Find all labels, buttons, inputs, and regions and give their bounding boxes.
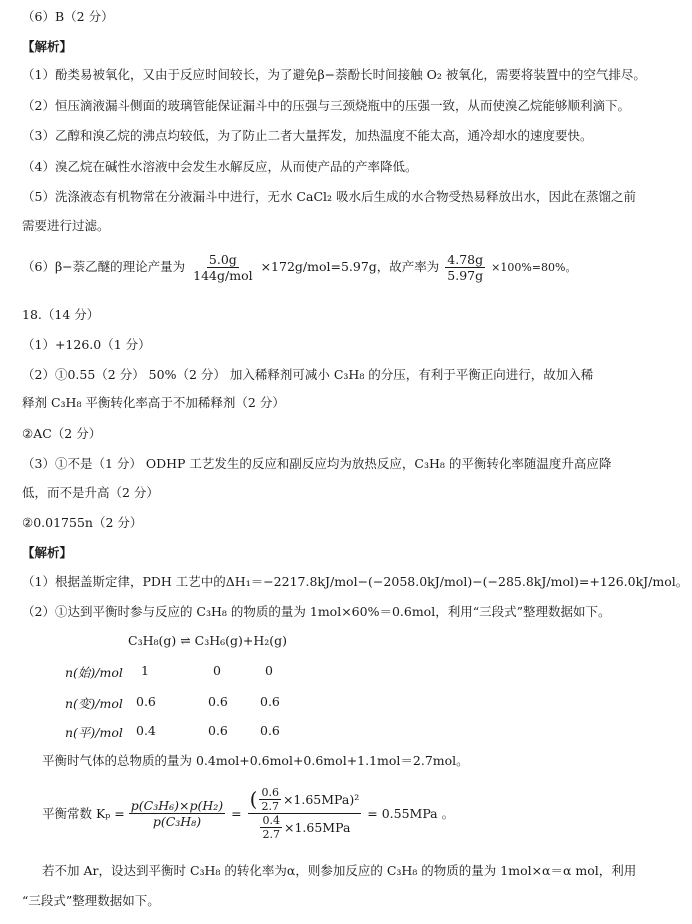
kp-bot-frac-num: 0.4 <box>262 814 280 827</box>
row-initial-label: n(始)/mol <box>65 665 123 680</box>
frac1-den: 144g/mol <box>193 268 253 283</box>
answer-18-1: （1）+126.0（1 分） <box>22 337 151 352</box>
row-initial-v3: 0 <box>265 663 273 678</box>
analysis-5: （5）洗涤液态有机物常在分液漏斗中进行，无水 CaCl₂ 吸水后生成的水合物受热易释放出水，因此在蒸馏之前 <box>22 189 636 204</box>
kp-equation <box>42 786 454 841</box>
kp-top-inner-fraction <box>259 786 281 813</box>
analysis-4: （4）溴乙烷在碱性水溶液中会发生水解反应，从而使产品的产率降低。 <box>22 159 418 174</box>
analysis-18-heading: 【解析】 <box>22 545 73 560</box>
no-ar-analysis: 若不加 Ar，设达到平衡时 C₃H₈ 的转化率为α，则参加反应的 C₃H₈ 的物质的量为 1mol×α＝α mol，利用 <box>42 863 637 878</box>
frac1-num: 5.0g <box>208 252 237 267</box>
kp-open-paren: ( <box>249 787 258 811</box>
kp-def-num: p(C₃H₆)×p(H₂) <box>130 798 224 813</box>
row-equilibrium-v2: 0.6 <box>208 723 228 738</box>
question-18-heading: 18.（14 分） <box>22 307 100 322</box>
analysis-1: （1）酚类易被氧化，又由于反应时间较长，为了避免β−萘酚长时间接触 O₂ 被氧化，需要将装置中的空气排尽。 <box>22 67 646 82</box>
yield-calculation <box>22 252 576 283</box>
yield-fraction <box>445 252 485 283</box>
kp-result: = 0.55MPa 。 <box>367 805 455 821</box>
yield-suffix: ×100%=80%。 <box>491 261 577 274</box>
analysis-heading: 【解析】 <box>22 39 73 54</box>
answer-6: （6）B（2 分） <box>22 9 114 24</box>
frac2-den: 5.97g <box>447 268 484 283</box>
analysis-5-cont: 需要进行过滤。 <box>22 218 110 233</box>
kp-def-den: p(C₃H₈) <box>152 814 202 829</box>
kp-bot-frac-den: 2.7 <box>262 828 280 841</box>
kp-definition-fraction <box>129 798 225 829</box>
row-change-v1: 0.6 <box>136 694 156 709</box>
kp-bot-inner-fraction <box>260 814 282 841</box>
yield-prefix: （6）β−萘乙醚的理论产量为 <box>22 259 186 274</box>
row-equilibrium-label: n(平)/mol <box>65 725 123 740</box>
analysis-18-1: （1）根据盖斯定律，PDH 工艺中的ΔH₁＝−2217.8kJ/mol−(−2058.0kJ/mol)−(−285.8kJ/mol)=+126.0kJ/mol。 <box>22 574 689 589</box>
answer-18-2-cont: 释剂 C₃H₈ 平衡转化率高于不加稀释剂（2 分） <box>22 395 285 410</box>
yield-middle: ×172g/mol=5.97g，故产率为 <box>260 259 440 274</box>
kp-value-den <box>256 814 352 841</box>
row-initial-v1: 1 <box>141 663 149 678</box>
row-change-label: n(变)/mol <box>65 696 123 711</box>
analysis-2: （2）恒压滴液漏斗侧面的玻璃管能保证漏斗中的压强与三颈烧瓶中的压强一致，从而使溴乙烷能够顺利滴下。 <box>22 98 630 113</box>
row-change-v3: 0.6 <box>260 694 280 709</box>
total-moles: 平衡时气体的总物质的量为 0.4mol+0.6mol+0.6mol+1.1mol＝2.7mol。 <box>42 753 469 768</box>
kp-bot-rest: ×1.65MPa <box>283 820 351 835</box>
reaction-equation: C₃H₈(g) ⇌ C₃H₆(g)+H₂(g) <box>128 633 288 648</box>
kp-top-frac-num: 0.6 <box>261 786 279 799</box>
no-ar-analysis-cont: “三段式”整理数据如下。 <box>22 893 160 908</box>
frac2-num: 4.78g <box>447 252 484 267</box>
answer-18-2: （2）①0.55（2 分） 50%（2 分） 加入稀释剂可减小 C₃H₈ 的分压，有利于平衡正向进行，故加入稀 <box>22 367 594 382</box>
kp-top-frac-den: 2.7 <box>261 800 279 813</box>
kp-top-rest: ×1.65MPa)² <box>282 792 360 807</box>
answer-18-3-b: ②0.01755n（2 分） <box>22 515 143 530</box>
answer-18-3: （3）①不是（1 分） ODHP 工艺发生的反应和副反应均为放热反应，C₃H₈ 的平衡转化率随温度升高应降 <box>22 456 612 471</box>
kp-prefix: 平衡常数 Kₚ = <box>42 805 125 821</box>
row-change-v2: 0.6 <box>208 694 228 709</box>
kp-value-fraction <box>248 786 362 841</box>
analysis-3: （3）乙醇和溴乙烷的沸点均较低，为了防止二者大量挥发，加热温度不能太高，通冷却水的速度要快。 <box>22 128 593 143</box>
row-initial-v2: 0 <box>213 663 221 678</box>
row-equilibrium-v1: 0.4 <box>136 723 156 738</box>
kp-eq-sign: = <box>231 805 242 821</box>
row-equilibrium-v3: 0.6 <box>260 723 280 738</box>
analysis-18-2: （2）①达到平衡时参与反应的 C₃H₈ 的物质的量为 1mol×60%＝0.6mol，利用“三段式”整理数据如下。 <box>22 604 611 619</box>
kp-value-num <box>248 786 362 814</box>
answer-18-3-cont: 低，而不是升高（2 分） <box>22 485 159 500</box>
answer-18-2-b: ②AC（2 分） <box>22 426 102 441</box>
theoretical-fraction <box>191 252 254 283</box>
